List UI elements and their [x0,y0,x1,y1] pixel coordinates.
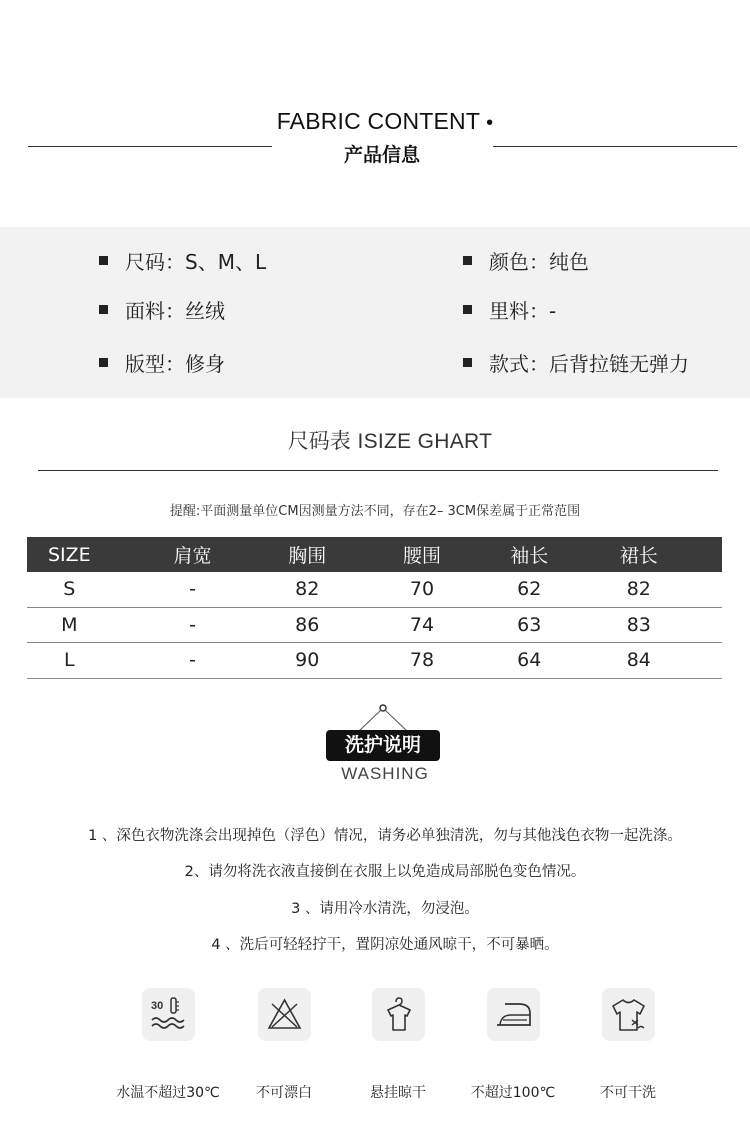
product-info-title: 产品信息 [343,144,420,166]
bullet-square-icon [99,358,108,367]
bullet-square-icon [463,256,472,265]
table-cell: 84 [626,649,651,672]
measurement-note: 提醒:平面测量单位CM因测量方法不同，存在2– 3CM保差属于正常范围 [169,504,581,519]
info-lining [463,295,556,324]
info-color [463,246,589,275]
hang-dry-icon [372,988,425,1041]
table-cell: 82 [626,578,651,601]
water-temp-30-icon [142,988,195,1041]
washing-title-en: WASHING [341,764,429,783]
size-chart-title-en: ISIZE GHART [357,430,493,453]
info-style [463,348,689,377]
iron-icon [487,988,540,1041]
table-cell: - [189,613,196,636]
info-style-text: 款式：后背拉链无弹力 [489,352,689,376]
washing-tag-label: 洗护说明 [326,730,440,761]
size-chart-title-cn: 尺码表 [287,429,351,453]
info-size [99,246,266,275]
svg-text:30: 30 [151,1000,164,1012]
no-dry-clean-label: 不可干洗 [600,1085,656,1101]
table-cell: 82 [295,578,320,601]
table-cell: 74 [409,613,435,636]
title-dot: • [486,112,494,134]
info-lining-text: 里料：- [489,299,557,323]
table-row [27,643,722,679]
table-cell: 64 [517,649,542,672]
table-cell: 90 [295,649,320,672]
table-cell: 63 [517,613,542,636]
header-cell: 胸围 [288,545,327,567]
table-cell: S [63,578,76,601]
info-fabric [99,295,225,324]
table-cell: 70 [409,578,435,601]
table-cell: 62 [517,578,542,601]
fabric-content-title: FABRIC CONTENT • [276,108,494,134]
table-header [27,537,722,572]
care-instruction-1: 1 、深色衣物洗涤会出现掉色（浮色）情况，请务必单独清洗，勿与其他浅色衣物一起洗涤。 [88,828,682,844]
info-color-text: 颜色：纯色 [489,250,589,274]
size-chart-title [0,425,750,455]
no-tumble-dry-icon [602,988,655,1041]
no-bleach-label: 不可漂白 [256,1085,312,1101]
info-fabric-text: 面料：丝绒 [125,299,225,323]
care-instruction-3: 3 、请用冷水清洗，勿浸泡。 [291,901,479,917]
header-cell: 腰围 [403,545,442,567]
table-row [27,608,722,644]
bullet-square-icon [463,358,472,367]
table-cell: 86 [295,613,320,636]
table-cell: 83 [626,613,651,636]
size-table [27,537,722,679]
table-cell: L [64,649,75,672]
header-cell: SIZE [47,543,91,566]
table-cell: - [189,578,196,601]
product-info-panel [0,227,750,398]
header-cell: 肩宽 [173,545,212,567]
iron-temp-label: 不超过100℃ [470,1085,556,1101]
table-cell: - [189,649,196,672]
hang-dry-label: 悬挂晾干 [370,1085,426,1101]
header-cell: 裙长 [619,545,658,567]
bullet-square-icon [99,256,108,265]
table-cell: 78 [409,649,435,672]
bullet-square-icon [463,305,472,314]
water-temp-label: 水温不超过30℃ [116,1085,220,1101]
table-cell: M [61,613,78,636]
table-row [27,572,722,608]
info-size-text: 尺码：S、M、L [125,250,267,274]
care-instruction-2: 2、请勿将洗衣液直接倒在衣服上以免造成局部脱色变色情况。 [184,864,586,880]
care-instruction-4: 4 、洗后可轻轻拧干，置阴凉处通风晾干，不可暴晒。 [211,937,559,953]
bullet-square-icon [99,305,108,314]
no-bleach-icon [258,988,311,1041]
info-fit-text: 版型：修身 [125,352,225,376]
header-cell: 袖长 [510,545,549,567]
info-fit [99,348,225,377]
size-chart-divider [38,470,718,471]
